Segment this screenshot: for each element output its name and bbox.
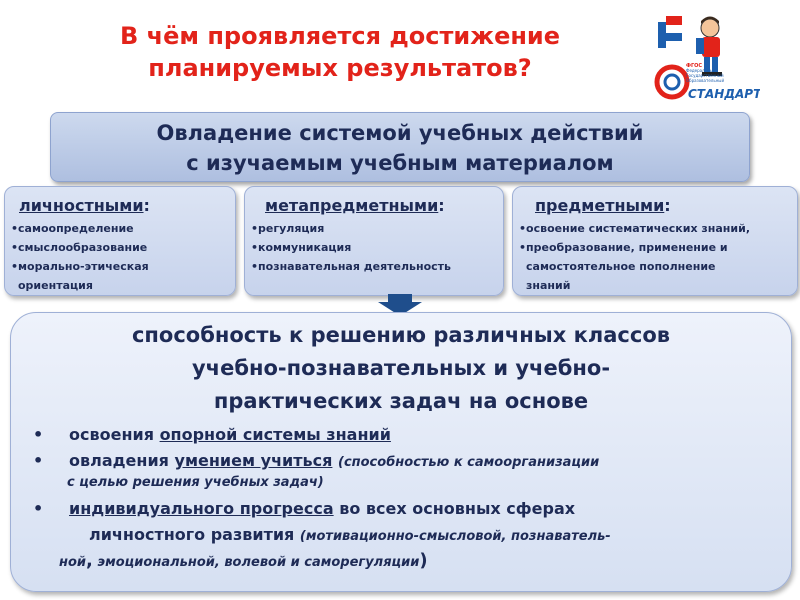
column-heading: личностными:	[19, 196, 150, 215]
personal-results-box	[4, 186, 236, 296]
list-item: самостоятельное пополнение	[526, 260, 716, 273]
svg-text:ФГОС: ФГОС	[686, 63, 703, 69]
mastery-line: с изучаемым учебным материалом	[186, 151, 614, 175]
list-item: •познавательная деятельность	[251, 260, 452, 273]
mastery-box	[50, 112, 750, 182]
subject-results-box	[512, 186, 798, 296]
title-line: В чём проявляется достижение	[119, 22, 561, 50]
list-item: знаний	[526, 279, 571, 292]
list-item: •смыслообразование	[11, 241, 148, 254]
list-item: ориентация	[18, 279, 93, 292]
svg-text:Федеральный: Федеральный	[686, 68, 716, 73]
svg-text:Образовательный: Образовательный	[686, 78, 725, 83]
column-heading: предметными:	[535, 196, 671, 215]
list-item: •самоопределение	[11, 222, 134, 235]
flag-icon	[658, 16, 682, 48]
mastery-line: Овладение системой учебных действий	[156, 121, 644, 145]
emblem-icon	[657, 67, 687, 97]
list-item: •коммуникация	[251, 241, 352, 254]
list-item: •регуляция	[251, 222, 325, 235]
list-item: •освоение систематических знаний,	[519, 222, 751, 235]
ability-heading: способность к решению различных классов учебно-познавательных и учебно- практических задач на основе	[131, 323, 671, 413]
svg-text:СТАНДАРТ: СТАНДАРТ	[688, 87, 760, 101]
list-item: •морально-этическая	[11, 260, 149, 273]
ability-box: способность к решению различных классов учебно-познавательных и учебно- практических задач на основе • освоения опорной системы знаний • овладения умением учиться (способностью к самоорганизации с целью решения учебных задач) • индивидуального прогресса во всех основных сферах личностного развития (мотивационно-смысловой, познаватель- ной, эмоциональной, волевой и саморегуляции)	[10, 312, 792, 592]
page-title	[0, 20, 680, 84]
list-item: •преобразование, применение и	[519, 241, 728, 254]
fgos-standard-logo	[652, 12, 760, 108]
svg-text:Государственный: Государственный	[686, 73, 724, 78]
metasubject-results-box	[244, 186, 504, 296]
column-heading: метапредметными:	[265, 196, 445, 215]
title-line: планируемых результатов?	[148, 54, 532, 82]
